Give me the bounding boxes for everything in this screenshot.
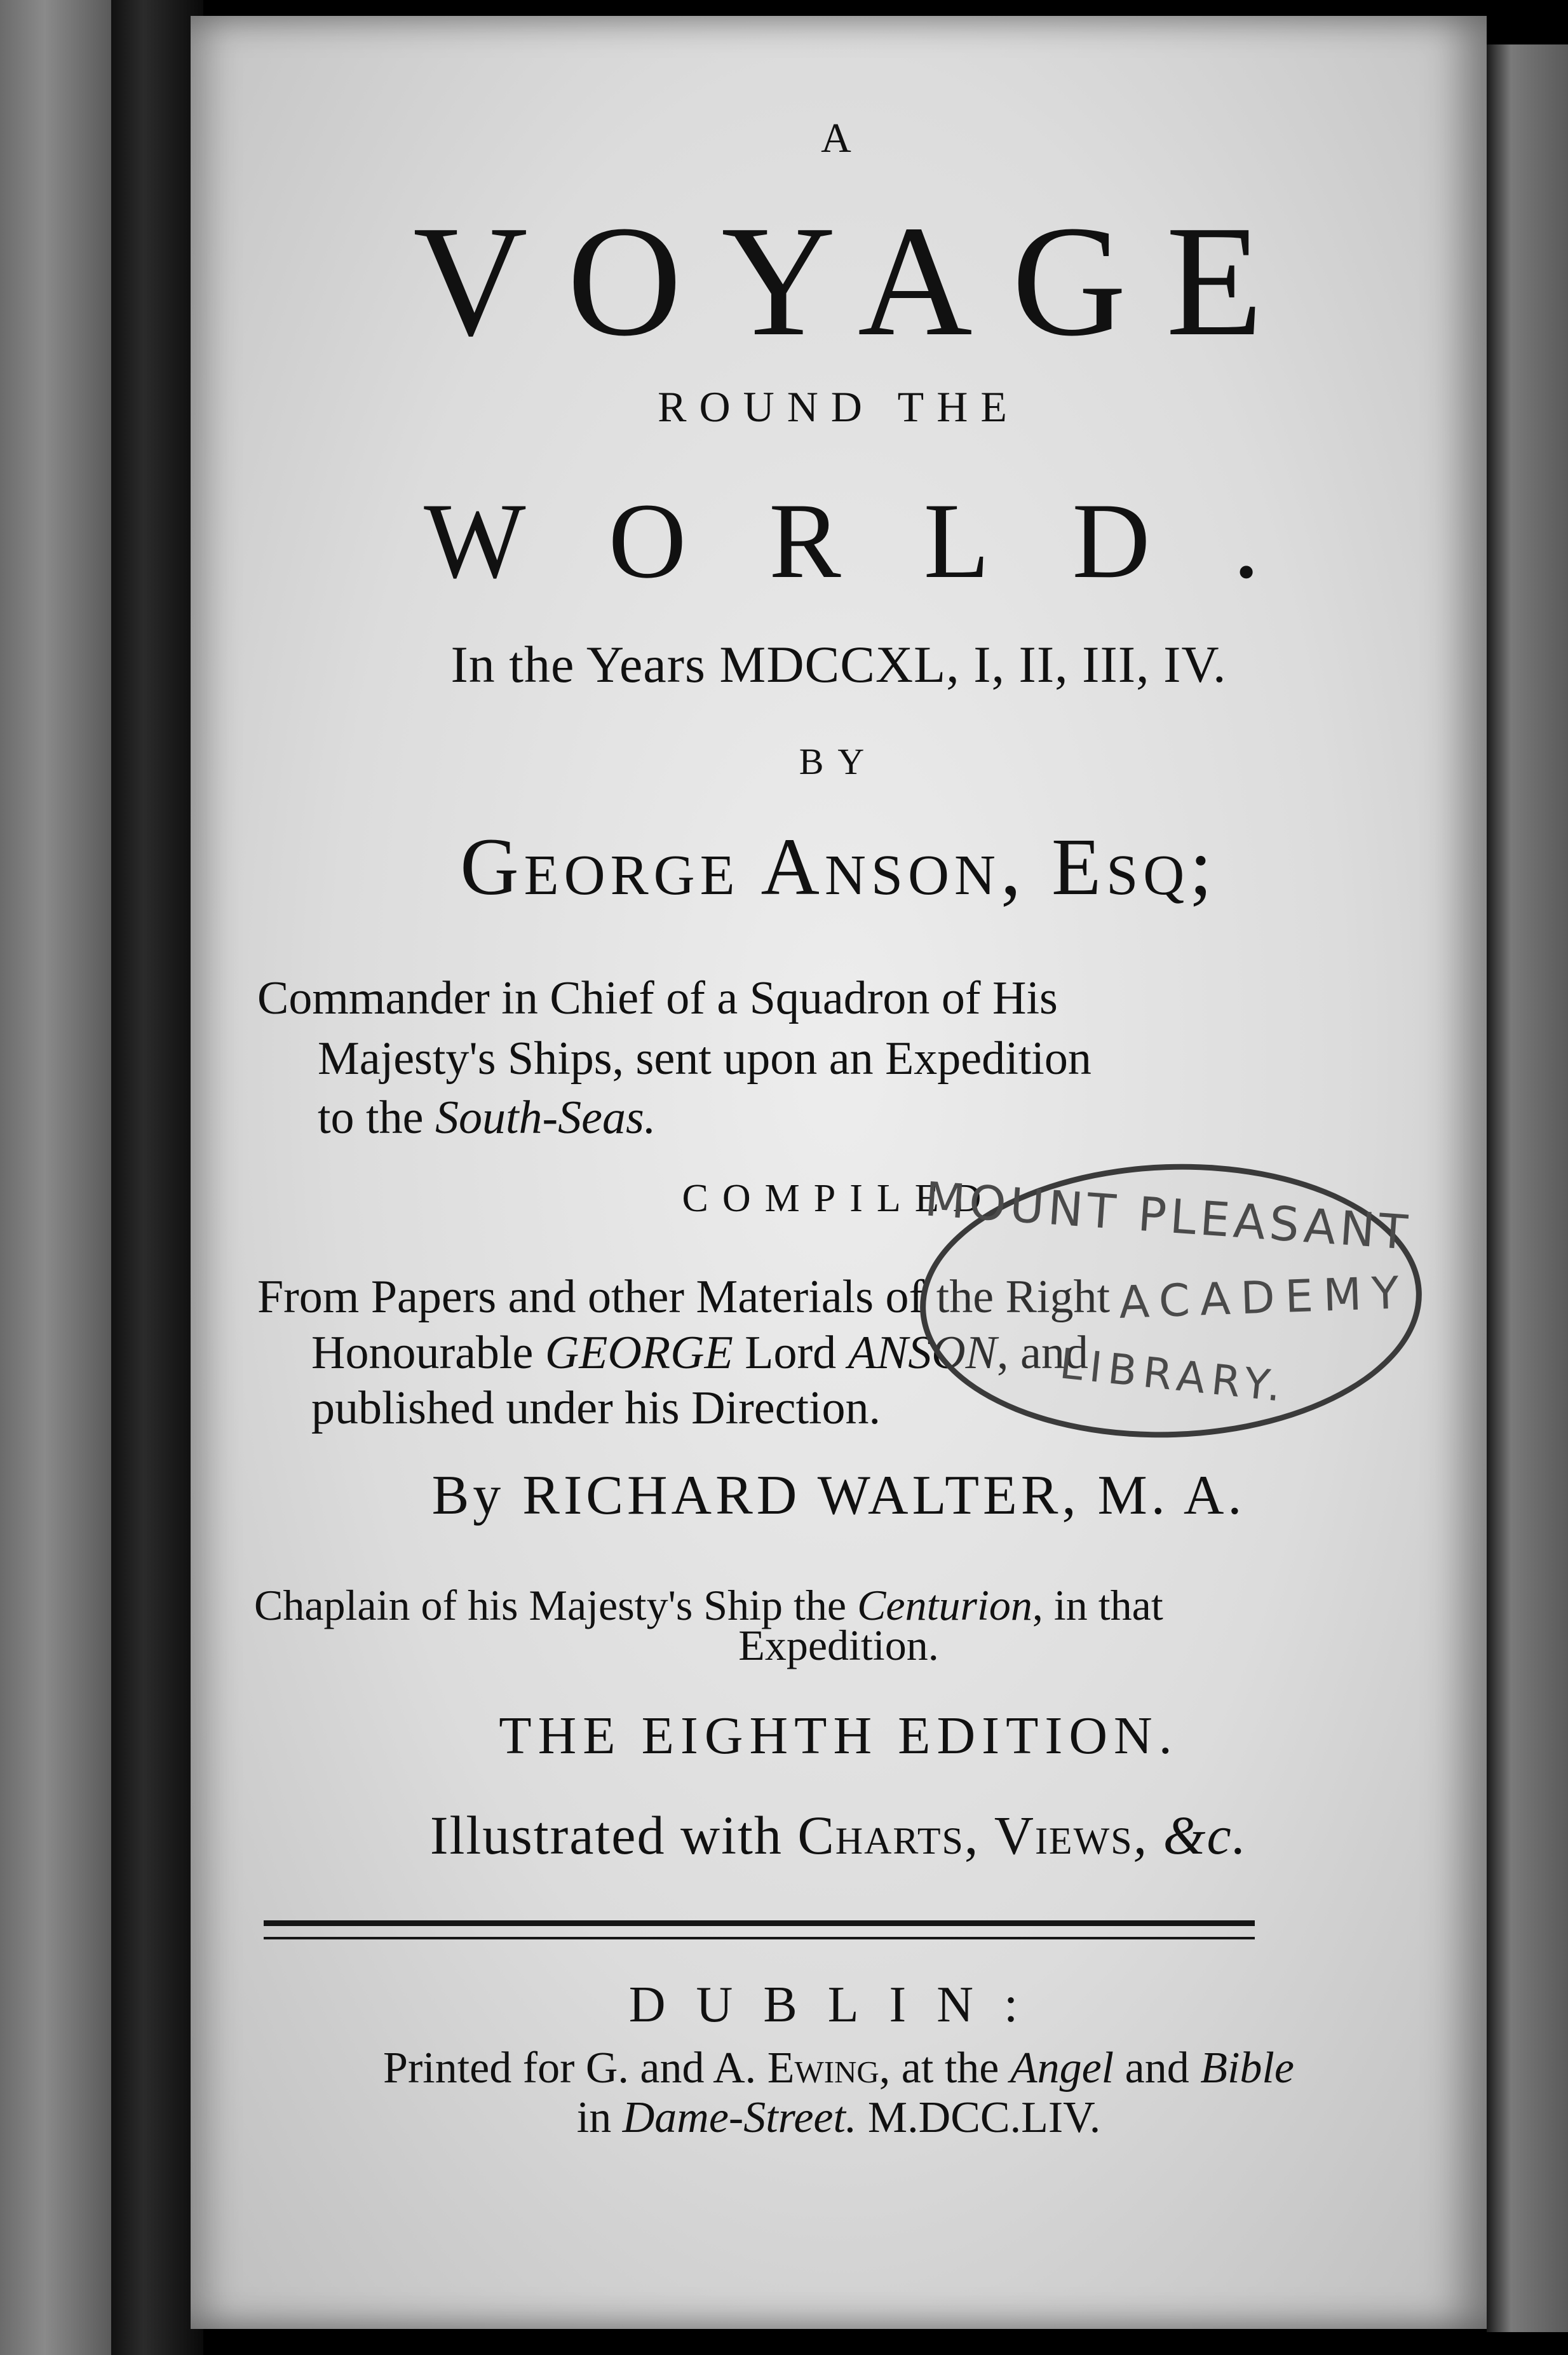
illustrated-prefix: Illustrated with bbox=[429, 1805, 798, 1866]
imprint-and: and bbox=[1114, 2044, 1201, 2093]
compiled-label: COMPILED bbox=[682, 1177, 996, 1220]
title-article: A bbox=[821, 115, 856, 161]
stamp-bottom-text: LIBRARY. bbox=[1057, 1339, 1290, 1412]
george-name: GEORGE bbox=[544, 1327, 733, 1379]
commander-line-3 bbox=[318, 1089, 656, 1148]
city-dublin: DUBLIN: bbox=[628, 1977, 1049, 2033]
stamp-top-text: MOUNT PLEASANT bbox=[923, 1172, 1413, 1261]
imprint-date: M.DCC.LIV. bbox=[856, 2093, 1101, 2142]
from-line-2-prefix: Honourable bbox=[311, 1327, 545, 1379]
commander-line-2: Majesty's Ships, sent upon an Expedition bbox=[318, 1033, 1092, 1085]
ewing-name: Ewing bbox=[767, 2044, 879, 2093]
library-stamp bbox=[916, 1155, 1427, 1446]
chaplain-prefix: Chaplain of his Majesty's Ship the bbox=[254, 1581, 858, 1629]
from-line-3: published under his Direction. bbox=[311, 1382, 881, 1434]
author-name: George Anson, Esq; bbox=[460, 822, 1217, 912]
double-rule-thick bbox=[264, 1920, 1255, 1926]
from-line-2-suffix: , and bbox=[997, 1327, 1088, 1379]
page-edge-right bbox=[1487, 44, 1568, 2332]
imprint-mid: , at the bbox=[879, 2044, 1010, 2093]
double-rule-thin bbox=[264, 1937, 1255, 1939]
from-line-1: From Papers and other Materials of the Right bbox=[257, 1271, 1111, 1323]
anson-name: ANSON bbox=[848, 1327, 997, 1379]
edition-line: THE EIGHTH EDITION. bbox=[499, 1706, 1179, 1765]
dame-street: Dame-Street. bbox=[622, 2093, 857, 2142]
commander-line-1: Commander in Chief of a Squadron of His bbox=[257, 972, 1058, 1024]
imprint-line-1 bbox=[191, 2046, 1487, 2091]
chaplain-line-2: Expedition. bbox=[738, 1621, 939, 1669]
by-richard-walter: By RICHARD WALTER, M. A. bbox=[431, 1465, 1246, 1526]
south-seas: South-Seas. bbox=[435, 1092, 656, 1144]
etc-word: , &c. bbox=[1133, 1805, 1248, 1866]
imprint2-prefix: in bbox=[576, 2093, 623, 2142]
stamp-middle-text: ACADEMY bbox=[1118, 1266, 1410, 1329]
illustrated-comma: , bbox=[964, 1805, 994, 1866]
years-line: In the Years MDCCXL, I, II, III, IV. bbox=[450, 635, 1227, 693]
book-gutter bbox=[111, 0, 203, 2355]
imprint-prefix: Printed for G. and A. bbox=[383, 2044, 767, 2093]
angel-word: Angel bbox=[1010, 2044, 1114, 2093]
by-label: BY bbox=[799, 741, 879, 782]
views-word: Views bbox=[994, 1805, 1133, 1866]
charts-word: Charts bbox=[797, 1805, 964, 1866]
facing-page-edge bbox=[0, 0, 111, 2355]
commander-line-3-prefix: to the bbox=[318, 1092, 435, 1144]
imprint-line-2 bbox=[191, 2093, 1487, 2142]
bible-word: Bible bbox=[1200, 2044, 1294, 2093]
centurion: Centurion bbox=[857, 1581, 1032, 1629]
from-line-2-mid: Lord bbox=[733, 1327, 848, 1379]
illustrated-line bbox=[191, 1805, 1487, 1866]
title-round-the: ROUND THE bbox=[658, 383, 1020, 431]
title-world: WORLD. bbox=[424, 481, 1342, 601]
chaplain-suffix: , in that bbox=[1032, 1581, 1163, 1629]
title-voyage: VOYAGE bbox=[413, 193, 1302, 369]
